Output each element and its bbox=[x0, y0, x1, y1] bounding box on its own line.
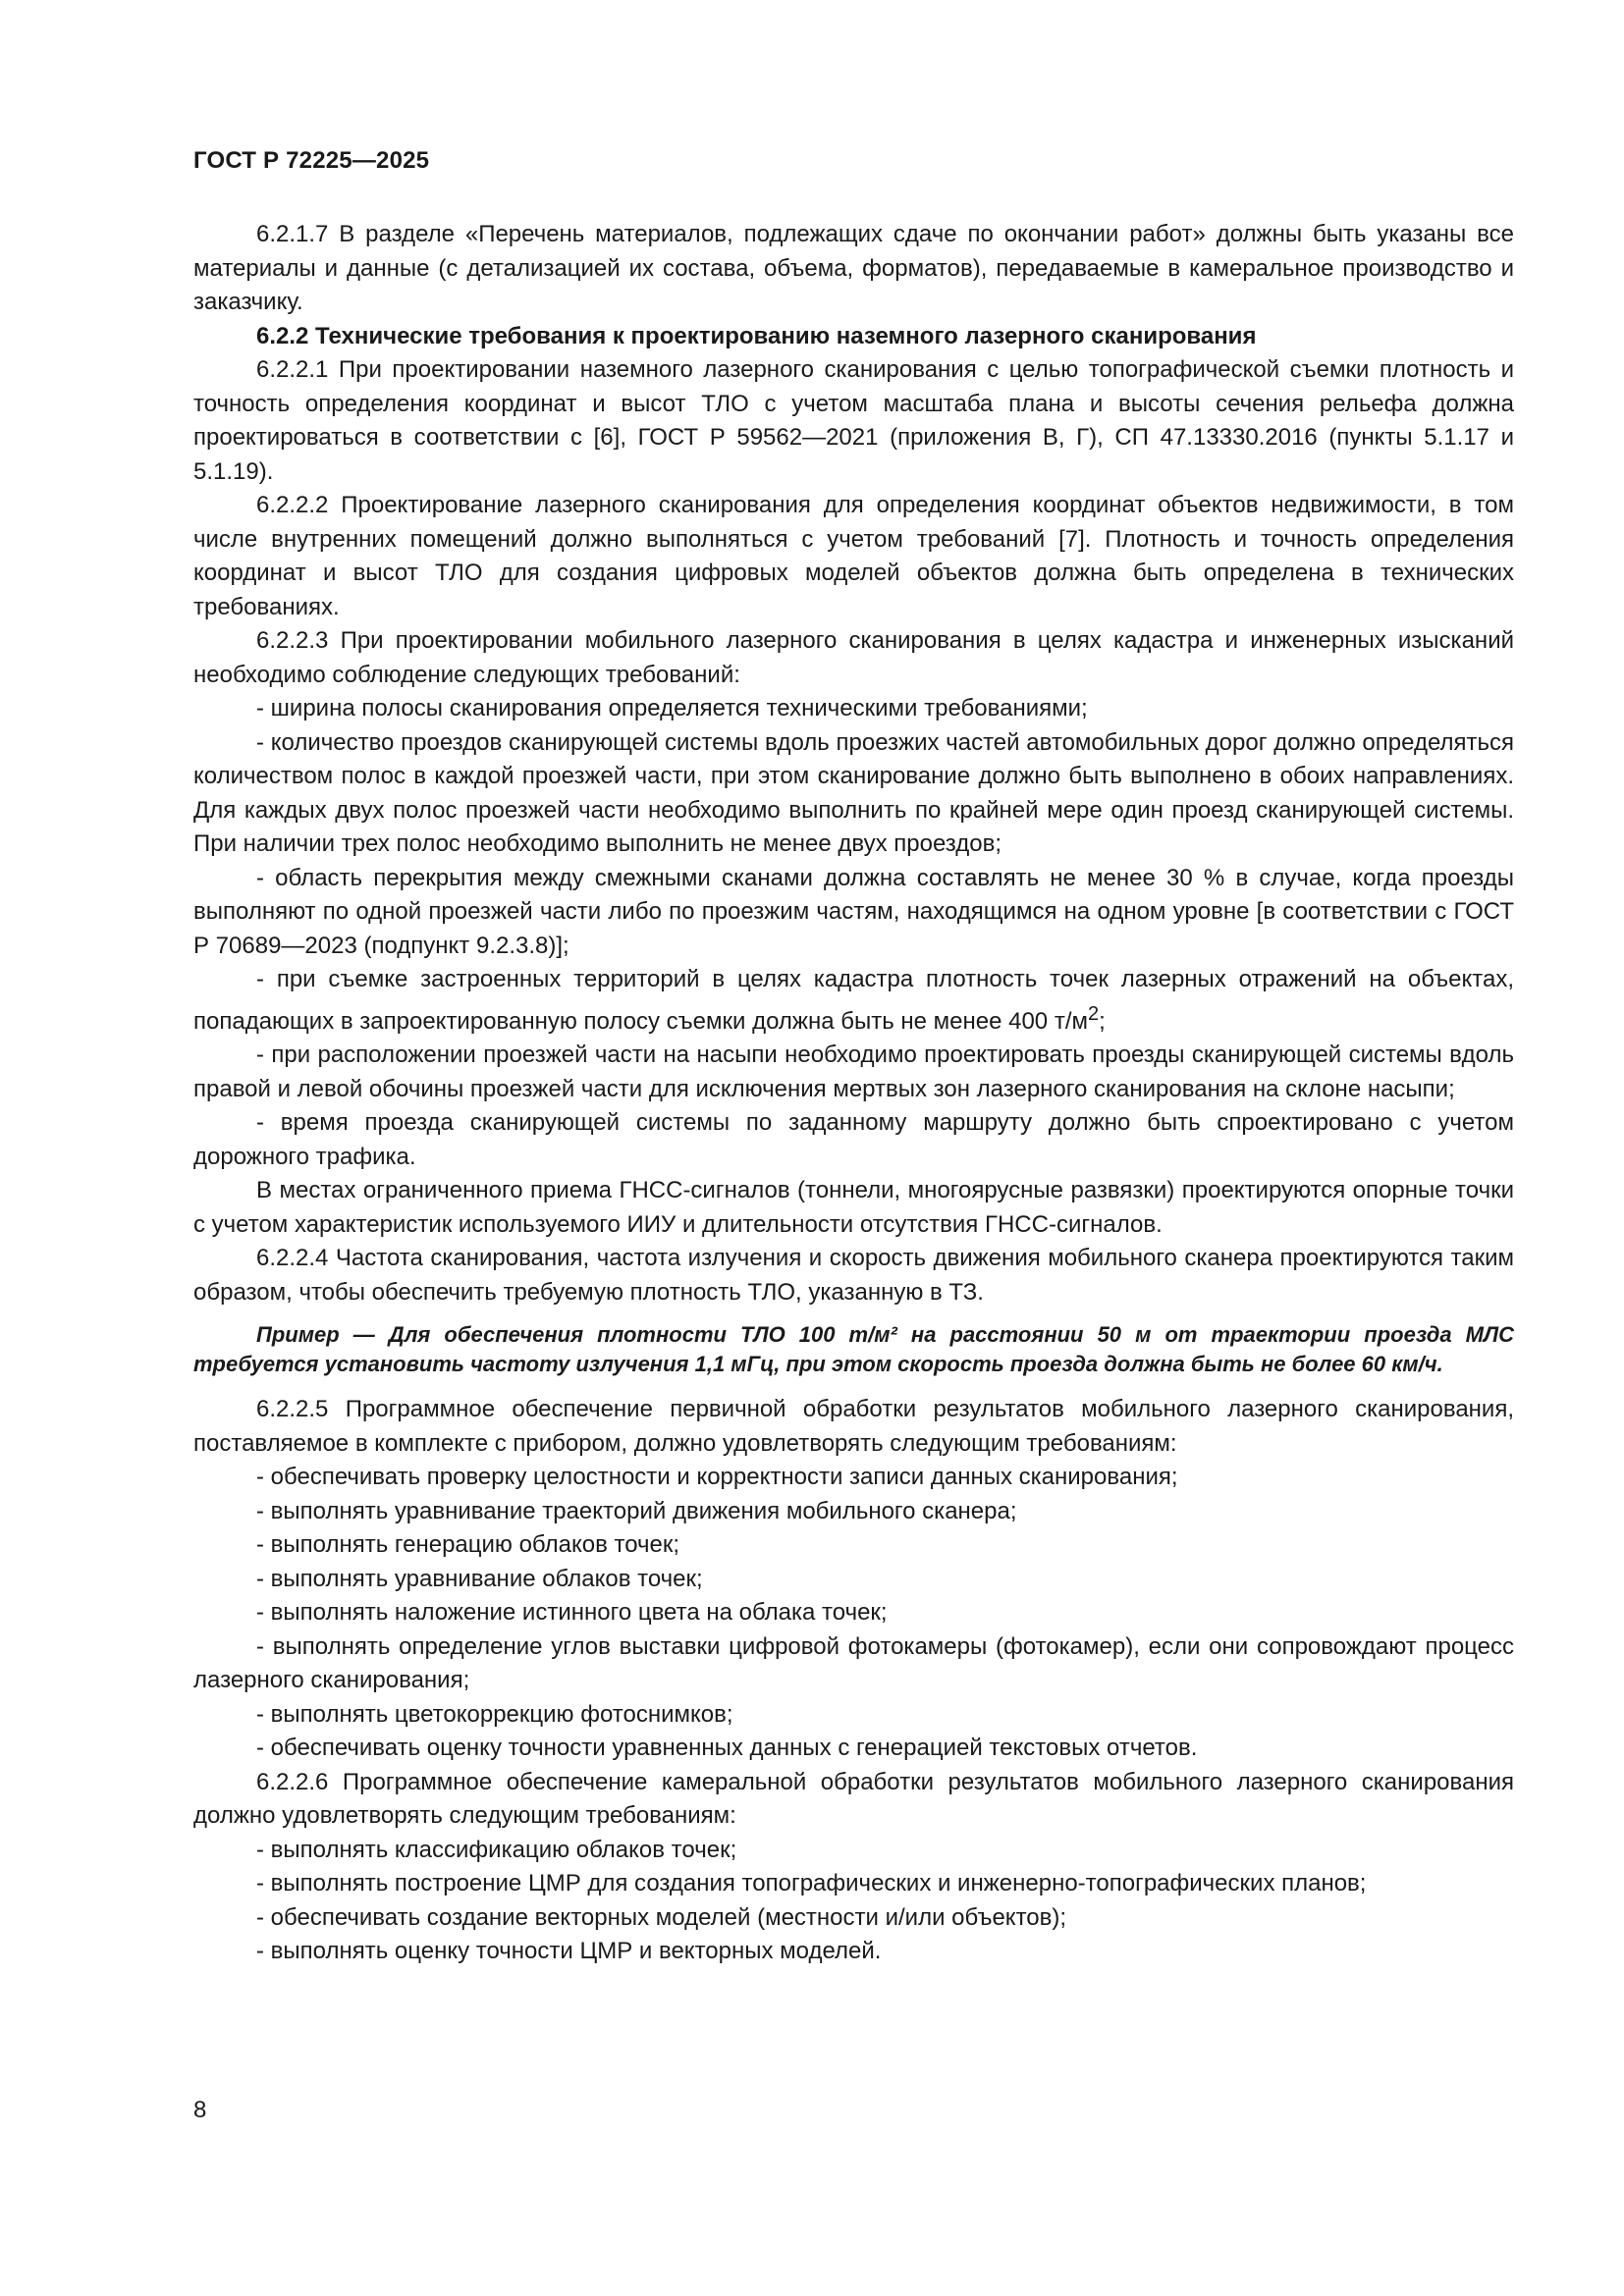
superscript: 2 bbox=[1087, 1002, 1100, 1025]
list-item: - выполнять определение углов выставки цифровой фотокамеры (фотокамер), если они сопровождают процесс лазерного сканирования; bbox=[193, 1632, 1514, 1693]
list-item: - выполнять уравнивание облаков точек; bbox=[256, 1565, 703, 1592]
page-number: 8 bbox=[193, 2097, 207, 2123]
paragraph-6-2-2-4: 6.2.2.4 Частота сканирования, частота излучения и скорость движения мобильного сканера проектируются таким образом, чтобы обеспечить требуемую плотность ТЛО, указанную в ТЗ. bbox=[193, 1245, 1514, 1306]
paragraph-6-2-2-6: 6.2.2.6 Программное обеспечение камеральной обработки результатов мобильного лазерного сканирования должно удовлетворять следующим требованиям: bbox=[193, 1768, 1514, 1829]
document-body bbox=[193, 218, 1514, 1969]
paragraph-6-2-2-1: 6.2.2.1 При проектировании наземного лазерного сканирования с целью топографической съемки плотность и точность определения координат и высот ТЛО с учетом масштаба плана и высоты сечения рельефа должна проектироваться в соответствии с [6], ГОСТ Р 59562—2021 (приложения В, Г), СП 47.13330.2016 (пункты 5.1.17 и 5.1.19). bbox=[193, 356, 1514, 485]
paragraph-gnss: В местах ограниченного приема ГНСС-сигналов (тоннели, многоярусные развязки) проектируются опорные точки с учетом характеристик используемого ИИУ и длительности отсутствия ГНСС-сигналов. bbox=[193, 1177, 1514, 1238]
list-item: - при расположении проезжей части на насыпи необходимо проектировать проезды сканирующей системы вдоль правой и левой обочины проезжей части для исключения мертвых зон лазерного сканирования на склоне насыпи; bbox=[193, 1041, 1514, 1102]
paragraph-6-2-2-3: 6.2.2.3 При проектировании мобильного лазерного сканирования в целях кадастра и инженерных изысканий необходимо соблюдение следующих требований: bbox=[193, 627, 1514, 688]
paragraph-6-2-2-2: 6.2.2.2 Проектирование лазерного сканирования для определения координат объектов недвижимости, в том числе внутренних помещений должно выполняться с учетом требований [7]. Плотность и точность определения координат и высот ТЛО для создания цифровых моделей объектов должна быть определена в технических требованиях. bbox=[193, 492, 1514, 620]
list-item: - выполнять цветокоррекцию фотоснимков; bbox=[256, 1700, 733, 1728]
paragraph-6-2-1-7: 6.2.1.7 В разделе «Перечень материалов, подлежащих сдаче по окончании работ» должны быть указаны все материалы и данные (с детализацией их состава, объема, форматов), передаваемые в камеральное производство и заказчику. bbox=[193, 221, 1514, 315]
list-item: - обеспечивать проверку целостности и корректности записи данных сканирования; bbox=[256, 1464, 1178, 1490]
list-item: - выполнять генерацию облаков точек; bbox=[256, 1531, 680, 1558]
list-item: - время проезда сканирующей системы по заданному маршруту должно быть спроектировано с учетом дорожного трафика. bbox=[193, 1109, 1514, 1170]
list-item: - выполнять оценку точности ЦМР и векторных моделей. bbox=[256, 1938, 882, 1964]
list-item: - количество проездов сканирующей системы вдоль проезжих частей автомобильных дорог должно определяться количеством полос в каждой проезжей части, при этом сканирование должно быть выполнено в обоих направлениях. Для каждых двух полос проезжей части необходимо выполнить по крайней мере один проезд сканирующей системы. При наличии трех полос необходимо выполнить не менее двух проездов; bbox=[193, 728, 1514, 857]
list-item-end: ; bbox=[1099, 1007, 1106, 1035]
list-item: - выполнять классификацию облаков точек; bbox=[256, 1836, 737, 1863]
section-heading-6-2-2: 6.2.2 Технические требования к проектированию наземного лазерного сканирования bbox=[256, 322, 1257, 349]
list-item-text: - при съемке застроенных территорий в целях кадастра плотность точек лазерных отражений на объектах, попадающих в запроектированную полосу съемки должна быть не менее 400 т/м bbox=[193, 966, 1514, 1035]
paragraph-6-2-2-5: 6.2.2.5 Программное обеспечение первичной обработки результатов мобильного лазерного сканирования, поставляемое в комплекте с прибором, должно удовлетворять следующим требованиям: bbox=[193, 1396, 1514, 1457]
document-header: ГОСТ Р 72225—2025 bbox=[193, 147, 430, 174]
list-item: - обеспечивать оценку точности уравненных данных с генерацией текстовых отчетов. bbox=[256, 1735, 1198, 1761]
example-note: Пример — Для обеспечения плотности ТЛО 100 т/м² на расстоянии 50 м от траектории проезда МЛС требуется установить частоту излучения 1,1 мГц, при этом скорость проезда должна быть не более 60 км/ч. bbox=[193, 1322, 1514, 1376]
list-item: - выполнять построение ЦМР для создания топографических и инженерно-топографических планов; bbox=[256, 1870, 1367, 1896]
list-item: - выполнять уравнивание траекторий движения мобильного сканера; bbox=[256, 1497, 1017, 1524]
list-item: - обеспечивать создание векторных моделей (местности и/или объектов); bbox=[256, 1903, 1067, 1931]
list-item: - выполнять наложение истинного цвета на облака точек; bbox=[256, 1599, 888, 1626]
list-item: - область перекрытия между смежными сканами должна составлять не менее 30 % в случае, когда проезды выполняют по одной проезжей части либо по проезжим частям, находящимся на одном уровне [в соответствии с ГОСТ Р 70689—2023 (подпункт 9.2.3.8)]; bbox=[193, 864, 1514, 959]
list-item: - ширина полосы сканирования определяется техническими требованиями; bbox=[256, 695, 1088, 721]
list-item-point-density bbox=[193, 963, 1514, 1039]
